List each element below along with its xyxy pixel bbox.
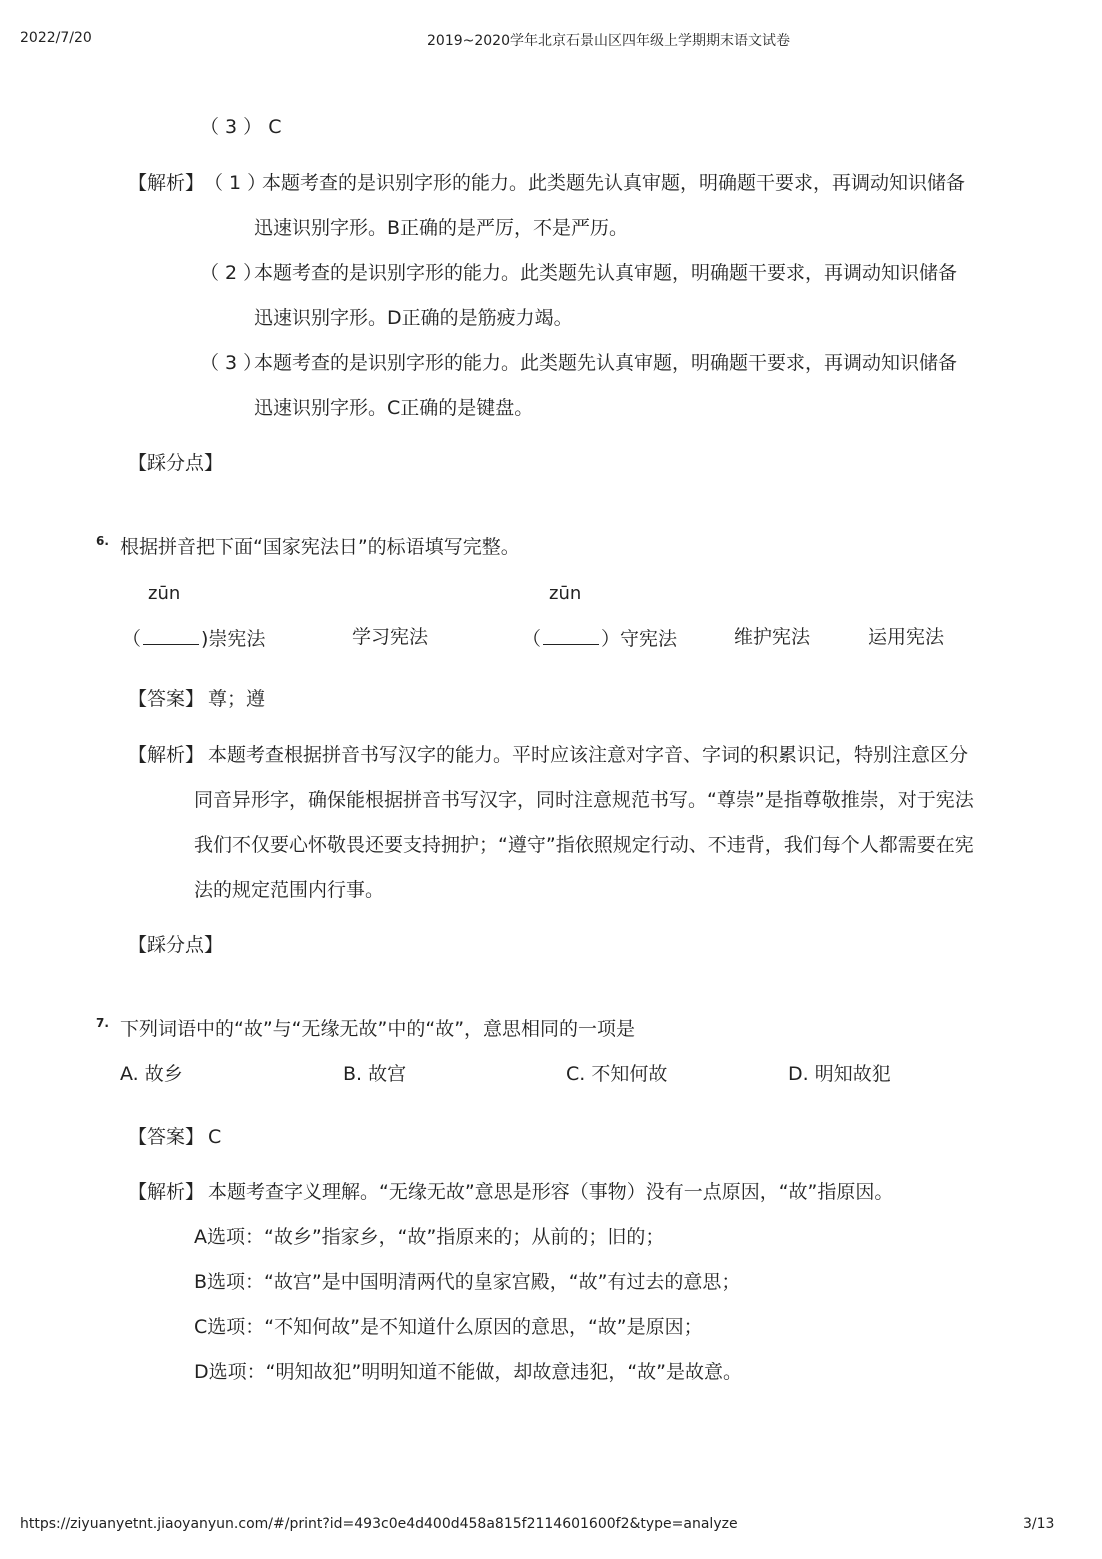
- q7-question: 下列词语中的“故”与“无缘无故”中的“故”，意思相同的一项是: [120, 1018, 636, 1040]
- q6-phrase-4: 维护宪法: [734, 626, 811, 648]
- q7-analysis-option-b: B选项：“故宫”是中国明清两代的皇家宫殿，“故”有过去的意思；: [194, 1271, 741, 1293]
- q6-blank-1-after: )崇宪法: [201, 628, 266, 650]
- footer-url[interactable]: https://ziyuanyetnt.jiaoyanyun.com/#/print?id=493c0e4d400d458a815f2114601600f2&type=analyze: [20, 1516, 738, 1532]
- q7-answer-tag: 【答案】: [128, 1126, 205, 1148]
- q6-question: 根据拼音把下面“国家宪法日”的标语填写完整。: [120, 536, 520, 558]
- q7-analysis-line1: 本题考查字义理解。“无缘无故”意思是形容（事物）没有一点原因，“故”指原因。: [208, 1181, 894, 1203]
- q7-analysis-option-d: D选项：“明知故犯”明明知道不能做，却故意违犯，“故”是故意。: [194, 1361, 743, 1383]
- q6-analysis-line4: 法的规定范围内行事。: [194, 879, 385, 901]
- q6-analysis-tag: 【解析】: [128, 744, 205, 766]
- q5-analysis-1-line1: 本题考查的是识别字形的能力。此类题先认真审题，明确题干要求，再调动知识储备: [262, 172, 966, 194]
- q6-phrase-5: 运用宪法: [868, 626, 945, 648]
- q6-number: 6.: [96, 534, 109, 548]
- q6-pinyin-1: zūn: [148, 583, 181, 604]
- q5-analysis-1-line2: 迅速识别字形。B正确的是严厉，不是严历。: [254, 217, 629, 239]
- q5-analysis-2-line2: 迅速识别字形。D正确的是筋疲力竭。: [254, 307, 573, 329]
- q5-analysis-3-num: （ 3 ）: [200, 352, 263, 374]
- q7-option-a: A. 故乡: [120, 1063, 183, 1085]
- document-title: 2019~2020学年北京石景山区四年级上学期期末语文试卷: [427, 33, 790, 49]
- q5-analysis-3-line2: 迅速识别字形。C正确的是键盘。: [254, 397, 534, 419]
- q5-answer-3: （ 3 ） C: [200, 116, 282, 138]
- q6-blank-2[interactable]: [543, 628, 599, 645]
- q6-blank-1-group: [122, 628, 265, 649]
- q7-option-c: C. 不知何故: [566, 1063, 668, 1085]
- q5-score-tag: 【踩分点】: [128, 452, 224, 474]
- q6-blank-1-open: （: [122, 628, 142, 650]
- q5-analysis-1-num: （ 1 ）: [204, 172, 267, 194]
- q6-answer-tag: 【答案】: [128, 688, 205, 710]
- q7-option-b: B. 故宫: [343, 1063, 407, 1085]
- q6-blank-2-after: ）守宪法: [601, 628, 678, 650]
- q5-analysis-2-line1: 本题考查的是识别字形的能力。此类题先认真审题，明确题干要求，再调动知识储备: [254, 262, 958, 284]
- q7-analysis-option-c: C选项：“不知何故”是不知道什么原因的意思，“故”是原因；: [194, 1316, 703, 1338]
- q6-pinyin-2: zūn: [549, 583, 582, 604]
- page-number: 3/13: [1023, 1516, 1055, 1532]
- q6-answer: 尊；遵: [208, 688, 266, 710]
- print-date: 2022/7/20: [20, 30, 92, 46]
- q7-analysis-tag: 【解析】: [128, 1181, 205, 1203]
- q6-blank-2-open: （: [522, 628, 542, 650]
- q6-analysis-line1: 本题考查根据拼音书写汉字的能力。平时应该注意对字音、字词的积累识记，特别注意区分: [208, 744, 969, 766]
- q5-analysis-3-line1: 本题考查的是识别字形的能力。此类题先认真审题，明确题干要求，再调动知识储备: [254, 352, 958, 374]
- q6-analysis-line2: 同音异形字，确保能根据拼音书写汉字，同时注意规范书写。“尊崇”是指尊敬推崇，对于宪法: [194, 789, 974, 811]
- q7-analysis-option-a: A选项：“故乡”指家乡，“故”指原来的；从前的；旧的；: [194, 1226, 665, 1248]
- q7-answer: C: [208, 1126, 222, 1148]
- q5-analysis-2-num: （ 2 ）: [200, 262, 263, 284]
- q6-analysis-line3: 我们不仅要心怀敬畏还要支持拥护；“遵守”指依照规定行动、不违背，我们每个人都需要在宪: [194, 834, 974, 856]
- q7-option-d: D. 明知故犯: [788, 1063, 891, 1085]
- q6-blank-1[interactable]: [143, 628, 199, 645]
- q6-score-tag: 【踩分点】: [128, 934, 224, 956]
- q7-number: 7.: [96, 1016, 109, 1030]
- q6-phrase-2: 学习宪法: [352, 626, 429, 648]
- q6-blank-2-group: [522, 628, 677, 649]
- q5-analysis-tag: 【解析】: [128, 172, 205, 194]
